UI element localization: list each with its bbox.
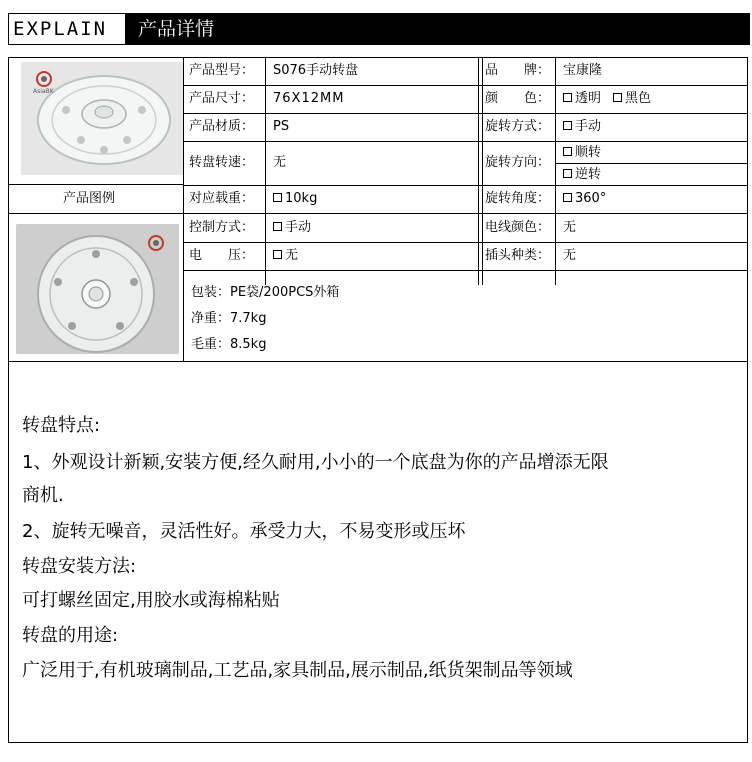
use-text: 广泛用于,有机玻璃制品,工艺品,家具制品,展示制品,纸货架制品等领域	[22, 660, 573, 681]
load-label: 对应载重：	[189, 191, 255, 206]
speed-label: 转盘转速：	[189, 155, 255, 170]
wire-value: 无	[563, 220, 577, 235]
brand-value: 宝康隆	[563, 63, 603, 78]
features-title: 转盘特点:	[22, 415, 101, 436]
material-label: 产品材质：	[189, 119, 255, 134]
rotmode-value	[563, 119, 601, 135]
feature-1: 1、外观设计新颖,安装方便,经久耐用,小小的一个底盘为你的产品增添无限	[22, 452, 609, 473]
header-en-title: EXPLAIN	[8, 13, 126, 45]
plug-label: 插头种类：	[485, 248, 551, 263]
control-value-text: 手动	[285, 220, 312, 235]
material-value: PS	[273, 119, 290, 134]
checkbox-icon	[273, 193, 282, 202]
use-title: 转盘的用途:	[22, 625, 119, 646]
direction-opt1	[563, 145, 601, 161]
gross-weight-line: 毛重：8.5kg	[191, 337, 267, 352]
checkbox-icon	[563, 121, 572, 130]
direction-opt2	[563, 167, 601, 183]
pack-line: 包装：PE袋/200PCS外箱	[191, 285, 340, 300]
checkbox-icon	[613, 93, 622, 102]
rotmode-value-text: 手动	[575, 119, 602, 134]
feature-1-cont: 商机.	[22, 485, 64, 506]
control-label: 控制方式：	[189, 220, 255, 235]
detail-frame	[8, 57, 748, 743]
turntable-image-2	[16, 224, 179, 354]
checkbox-icon	[563, 169, 572, 178]
size-label: 产品尺寸：	[189, 91, 255, 106]
speed-value: 无	[273, 155, 287, 170]
control-value	[273, 220, 311, 236]
direction-label: 旋转方向：	[485, 155, 551, 170]
angle-label: 旋转角度：	[485, 191, 551, 206]
checkbox-icon	[563, 193, 572, 202]
net-weight-line: 净重：7.7kg	[191, 311, 267, 326]
checkbox-icon	[563, 147, 572, 156]
color-label: 颜 色：	[485, 91, 551, 106]
color-value	[563, 91, 651, 107]
voltage-value-text: 无	[285, 248, 299, 263]
voltage-value	[273, 248, 298, 264]
checkbox-icon	[273, 222, 282, 231]
model-value: S076手动转盘	[273, 63, 359, 78]
direction-opt2-text: 逆转	[575, 167, 602, 182]
model-label: 产品型号：	[189, 63, 255, 78]
wire-label: 电线颜色：	[485, 220, 551, 235]
checkbox-icon	[563, 93, 572, 102]
load-value	[273, 191, 317, 207]
plug-value: 无	[563, 248, 577, 263]
angle-value	[563, 191, 606, 207]
feature-2: 2、旋转无噪音，灵活性好。承受力大，不易变形或压坏	[22, 521, 466, 542]
logo-text: AsiaBK	[33, 88, 54, 95]
load-value-text: 10kg	[285, 191, 318, 206]
image-caption: 产品图例	[63, 191, 116, 206]
header-cn-title: 产品详情	[138, 18, 215, 40]
product-photo-bottom	[16, 224, 179, 354]
install-text: 可打螺丝固定,用胶水或海棉粘贴	[22, 590, 280, 611]
voltage-label: 电 压：	[189, 248, 255, 263]
size-value: 76X12MM	[273, 91, 345, 106]
rotmode-label: 旋转方式：	[485, 119, 551, 134]
color-opt2: 黑色	[625, 91, 652, 106]
checkbox-icon	[273, 250, 282, 259]
brand-label: 品 牌：	[485, 63, 551, 78]
turntable-image	[21, 62, 184, 175]
color-opt1: 透明	[575, 91, 602, 106]
section-header	[8, 13, 750, 45]
direction-opt1-text: 顺转	[575, 145, 602, 160]
angle-value-text: 360°	[575, 191, 607, 206]
product-photo-top	[21, 62, 184, 175]
install-title: 转盘安装方法:	[22, 556, 137, 577]
